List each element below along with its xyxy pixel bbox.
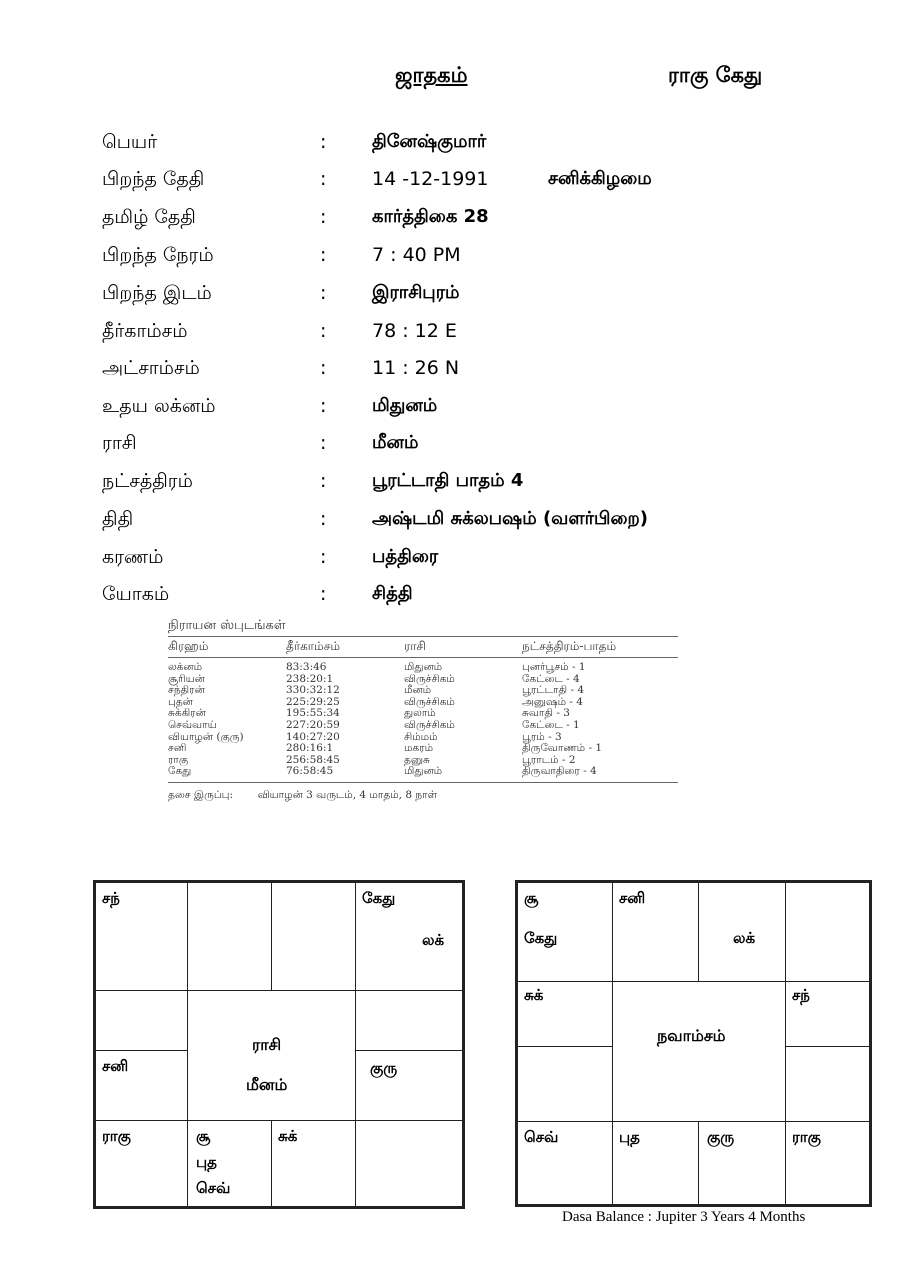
page-subtitle: ராகு கேது [668,63,763,87]
detail-colon: : [320,546,327,568]
detail-label: பிறந்த நேரம் [102,244,214,266]
planet-label: லக் [422,931,445,949]
navamsam-chart [515,880,872,1207]
sphuta-cell: 195:55:34 [286,707,340,720]
sphuta-cell: விருச்சிகம் [404,718,455,731]
detail-value: மிதுனம் [372,395,438,416]
dasa-balance: Dasa Balance : Jupiter 3 Years 4 Months [562,1209,806,1225]
sphuta-row [168,662,678,674]
navamsam-cell [785,981,870,1047]
sphuta-cell: கேட்டை - 1 [522,718,580,731]
sphuta-cell: 140:27:20 [286,730,340,743]
rasi-cell-mithunam [355,990,463,1051]
detail-label: தமிழ் தேதி [102,206,196,228]
sphuta-table [168,618,678,802]
sphuta-cell: சந்திரன் [168,684,205,697]
detail-colon: : [320,131,327,153]
planet-label: செவ் [196,1179,231,1197]
sphuta-cell: 76:58:45 [286,765,334,778]
planet-label: சுக் [524,986,544,1004]
planet-label: லக் [733,929,756,947]
rasi-cell-simham [355,1050,463,1121]
detail-colon: : [320,583,327,605]
rasi-cell-makaram [95,1050,188,1121]
rasi-cell-dhanus [95,1120,188,1207]
planet-label: கேது [524,929,558,947]
detail-label: பெயர் [102,131,158,153]
detail-label: கரணம் [102,546,164,568]
dasa-value: வியாழன் 3 வருடம், 4 மாதம், 8 நாள் [257,788,438,801]
sphuta-cell: 330:32:12 [286,684,340,697]
sphuta-cell: சனி [168,742,187,755]
detail-label: பிறந்த தேதி [102,168,205,190]
sphuta-cell: மிதுனம் [404,765,443,778]
sphuta-cell: 256:58:45 [286,753,340,766]
sphuta-cell: 83:3:46 [286,661,327,673]
rasi-cell-kanni [355,1120,463,1207]
sphuta-cell: புதன் [168,695,193,708]
navamsam-cell [785,1046,870,1122]
detail-value: 7 : 40 PM [372,244,461,266]
sphuta-cell: பூரம் - 3 [522,730,562,743]
sphuta-cell: லக்னம் [168,661,203,673]
navamsam-center-title: நவாம்சம் [657,1026,726,1045]
sphuta-cell: தனுசு [404,753,430,766]
sphuta-cell: சூரியன் [168,672,205,685]
navamsam-cell [785,1121,870,1205]
sphuta-cell: செவ்வாய் [168,718,217,731]
rasi-chart [93,880,465,1209]
detail-colon: : [320,432,327,454]
sphuta-cell: மகரம் [404,742,434,755]
rasi-center [187,990,356,1121]
navamsam-cell [612,1121,699,1205]
detail-label: அட்சாம்சம் [102,357,200,379]
detail-value: 11 : 26 N [372,357,460,379]
sphuta-title: நிராயன ஸ்புடங்கள் [168,618,286,633]
planet-label: செவ் [524,1128,559,1146]
detail-colon: : [320,282,327,304]
sphuta-cell: சுவாதி - 3 [522,707,570,720]
planet-label: கேது [362,889,396,907]
detail-value: 78 : 12 E [372,320,457,342]
detail-value: இராசிபுரம் [372,282,460,303]
detail-value: தினேஷ்குமார் [372,131,487,152]
detail-label: நட்சத்திரம் [102,470,193,492]
rasi-center-sign: மீனம் [246,1075,288,1094]
detail-colon: : [320,357,327,379]
rasi-cell-rishabam-a [271,882,356,991]
sphuta-header: ராசி [404,639,426,653]
navamsam-cell [517,1121,613,1205]
sphuta-cell: மிதுனம் [404,661,443,673]
detail-label: தீர்காம்சம் [102,320,188,342]
planet-label: சந் [102,889,120,907]
sphuta-cell: கேட்டை - 4 [522,672,580,685]
dasa-label: தசை இருப்பு: [168,788,234,801]
planet-label: ராகு [792,1128,821,1146]
detail-value: பத்திரை [372,546,439,567]
rasi-cell-kumbam [95,990,188,1051]
detail-value: கார்த்திகை 28 [372,206,489,227]
planet-label: சனி [102,1057,129,1075]
navamsam-cell [517,1046,613,1122]
planet-label: சந் [792,986,810,1004]
detail-colon: : [320,508,327,530]
detail-weekday: சனிக்கிழமை [548,168,652,189]
sphuta-cell: வியாழன் (குரு) [168,730,244,743]
page-title: ஜாதகம் [395,63,468,87]
sphuta-cell: திருவாதிரை - 4 [522,765,597,778]
detail-label: திதி [102,508,134,530]
detail-colon: : [320,470,327,492]
detail-colon: : [320,395,327,417]
planet-label: புத [196,1153,217,1171]
sphuta-cell: பூரட்டாதி - 4 [522,684,585,697]
sphuta-cell: மீனம் [404,684,432,697]
sphuta-header: கிரஹம் [168,639,209,653]
sphuta-cell: விருச்சிகம் [404,695,455,708]
rasi-cell-meenam [95,882,188,991]
planet-label: ராகு [102,1127,131,1145]
sphuta-cell: 227:20:59 [286,718,340,731]
sphuta-cell: சிம்மம் [404,730,438,743]
rasi-cell-rishabam [355,882,463,991]
sphuta-cell: புனர்பூசம் - 1 [522,661,586,673]
sphuta-cell: பூராடம் - 2 [522,753,576,766]
sphuta-cell: விருச்சிகம் [404,672,455,685]
detail-label: ராசி [102,432,137,454]
sphuta-header-row [168,637,678,658]
planet-label: சுக் [278,1127,298,1145]
sphuta-header: நட்சத்திரம்-பாதம் [522,639,617,653]
navamsam-cell [785,882,870,982]
detail-colon: : [320,244,327,266]
rasi-center-title: ராசி [252,1035,282,1054]
planet-label: குரு [707,1128,735,1146]
sphuta-cell: கேது [168,765,192,778]
detail-label: உதய லக்னம் [102,395,216,417]
sphuta-row [168,743,678,755]
planet-label: சூ [196,1127,211,1145]
detail-value: பூரட்டாதி பாதம் 4 [372,470,524,491]
sphuta-footer [168,789,678,802]
detail-colon: : [320,206,327,228]
detail-value: மீனம் [372,432,419,453]
planet-label: புத [619,1128,640,1146]
sphuta-cell: ராகு [168,753,189,766]
rasi-cell-viruchikam [187,1120,272,1207]
navamsam-cell [612,882,699,982]
navamsam-cell [517,882,613,982]
detail-value: 14 -12-1991 [372,168,489,190]
detail-value: அஷ்டமி சுக்லபஷம் (வளர்பிறை) [372,508,648,529]
detail-colon: : [320,168,327,190]
planet-label: குரு [370,1059,398,1077]
detail-value: சித்தி [372,583,413,604]
sphuta-row [168,720,678,732]
detail-colon: : [320,320,327,342]
sphuta-cell: 238:20:1 [286,672,334,685]
sphuta-cell: அனுஷம் - 4 [522,695,583,708]
rasi-cell-mesham [187,882,272,991]
sphuta-cell: சுக்கிரன் [168,707,206,720]
sphuta-cell: திருவோணம் - 1 [522,742,603,755]
detail-label: யோகம் [102,583,170,605]
sphuta-cell: 225:29:25 [286,695,340,708]
sphuta-grid [168,637,678,778]
planet-label: சூ [524,889,539,907]
rasi-cell-thulam [271,1120,356,1207]
navamsam-cell [698,1121,786,1205]
navamsam-center [612,981,786,1122]
sphuta-cell: துலாம் [404,707,436,720]
sphuta-row [168,766,678,778]
navamsam-cell [517,981,613,1047]
planet-label: சனி [619,889,646,907]
sphuta-cell: 280:16:1 [286,742,334,755]
navamsam-cell [698,882,786,982]
detail-label: பிறந்த இடம் [102,282,212,304]
sphuta-header: தீர்காம்சம் [286,639,340,653]
